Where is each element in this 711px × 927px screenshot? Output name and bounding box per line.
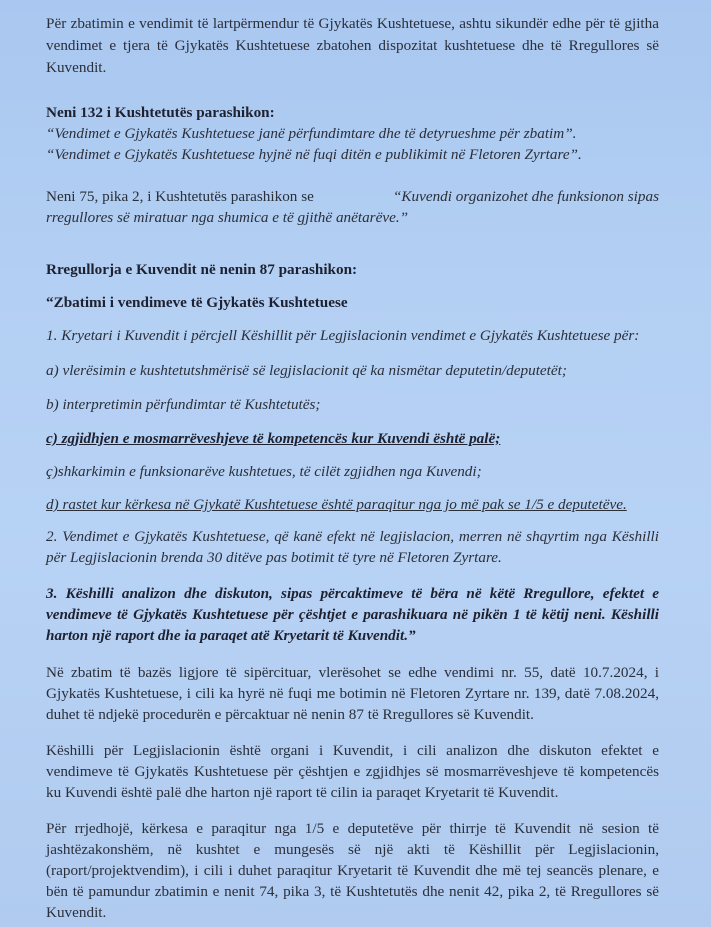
neni-75-line-1: [46, 187, 659, 207]
intro-line-1: Për zbatimin e vendimit të lartpërmendur të Gjykatës Kushtetuese, ashtu sikundër edhe për të gjitha: [46, 15, 659, 32]
rregullorja-point-2-line-2: për Legjislacionin brenda 30 ditëve pas botimit të tyre në Fletoren Zyrtare.: [46, 549, 502, 566]
neni-75-line-2: rregullores së miratuar nga shumica e të gjithë anëtarëve.”: [46, 209, 409, 226]
rregullorja-item-cc: ç)shkarkimin e funksionarëve kushtetues, të cilët zgjidhen nga Kuvendi;: [46, 463, 482, 480]
rregullorja-point-3-line-2: vendimeve të Gjykatës Kushtetuese për çështjet e parashikuara në pikën 1 të këtij neni. Këshilli: [46, 606, 659, 623]
intro-line-2: vendimet e tjera të Gjykatës Kushtetuese zbatohen dispozitat kushtetuese dhe të Rregullores së: [46, 37, 659, 54]
rrjedhoje-line-1: Për rrjedhojë, kërkesa e paraqitur nga 1/5 e deputetëve për thirrje të Kuvendit në sesion të: [46, 820, 659, 837]
neni-132-quote-1: “Vendimet e Gjykatës Kushtetuese janë përfundimtare dhe të detyrueshme për zbatim”.: [46, 125, 577, 142]
rregullorja-item-d: d) rastet kur kërkesa në Gjykatë Kushtetuese është paraqitur nga jo më pak se 1/5 e deputetëve.: [46, 496, 627, 513]
rregullorja-point-1: 1. Kryetari i Kuvendit i përcjell Këshillit për Legjislacionin vendimet e Gjykatës Kushtetuese për:: [46, 327, 640, 344]
rregullorja-point-3-line-3: harton një raport dhe ia paraqet atë Kryetarit të Kuvendit.”: [46, 627, 416, 644]
neni-132-quote-2: “Vendimet e Gjykatës Kushtetuese hyjnë në fuqi ditën e publikimit në Fletoren Zyrtare”.: [46, 146, 582, 163]
rregullorja-item-b: b) interpretimin përfundimtar të Kushtetutës;: [46, 396, 321, 413]
rregullorja-item-a: a) vlerësimin e kushtetutshmërisë së legjislacionit që ka nismëtar deputetin/deputetët;: [46, 362, 567, 379]
neni-75-plain: Neni 75, pika 2, i Kushtetutës parashikon se: [46, 188, 314, 205]
keshilli-line-2: vendimeve të Gjykatës Kushtetuese për çështjen e zgjidhjes së mosmarrëveshjeve të kompetencës: [46, 763, 659, 780]
zbatim-line-3: duhet të ndjekë procedurën e përcaktuar në nenin 87 të Rregullores së Kuvendit.: [46, 706, 534, 723]
rregullorja-point-3-line-1: 3. Këshilli analizon dhe diskuton, sipas përcaktimeve të bëra në këtë Rregullore, efektet e: [46, 585, 659, 602]
rregullorja-heading: Rregullorja e Kuvendit në nenin 87 parashikon:: [46, 261, 358, 278]
keshilli-line-1: Këshilli për Legjislacionin është organi i Kuvendit, i cili analizon dhe diskuton efektet e: [46, 742, 659, 759]
neni-75-quote-start: “Kuvendi organizohet dhe funksionon sipas: [392, 188, 659, 205]
intro-line-3: Kuvendit.: [46, 59, 107, 76]
rregullorja-title: “Zbatimi i vendimeve të Gjykatës Kushtetuese: [46, 294, 348, 311]
rrjedhoje-line-2: jashtëzakonshëm, në kushtet e mungesës së një akti të Këshillit për Legjislacionin,: [46, 841, 659, 858]
rrjedhoje-line-3: (raport/projektvendim), i cili i duhet paraqitur Kryetarit të Kuvendit dhe më tej seancës plenare, e: [46, 862, 659, 879]
zbatim-line-1: Në zbatim të bazës ligjore të sipërcituar, vlerësohet se edhe vendimi nr. 55, datë 10.7.2024, i: [46, 664, 659, 681]
zbatim-line-2: Gjykatës Kushtetuese, i cili ka hyrë në fuqi me botimin në Fletoren Zyrtare nr. 139, datë 7.08.2024,: [46, 685, 659, 702]
rrjedhoje-line-4: bën të pamundur zbatimin e nenit 74, pika 3, të Kushtetutës dhe nenit 42, pika 2, të Rregullores së: [46, 883, 659, 900]
neni-132-heading: Neni 132 i Kushtetutës parashikon:: [46, 104, 275, 121]
rregullorja-item-c: c) zgjidhjen e mosmarrëveshjeve të kompetencës kur Kuvendi është palë;: [46, 430, 501, 447]
keshilli-line-3: ku Kuvendi është palë dhe harton një raport të cilin ia paraqet Kryetarit të Kuvendit.: [46, 784, 559, 801]
rregullorja-point-2-line-1: 2. Vendimet e Gjykatës Kushtetuese, që kanë efekt në legjislacion, merren në shqyrtim nga Këshilli: [46, 528, 659, 545]
rrjedhoje-line-5: Kuvendit.: [46, 904, 107, 921]
